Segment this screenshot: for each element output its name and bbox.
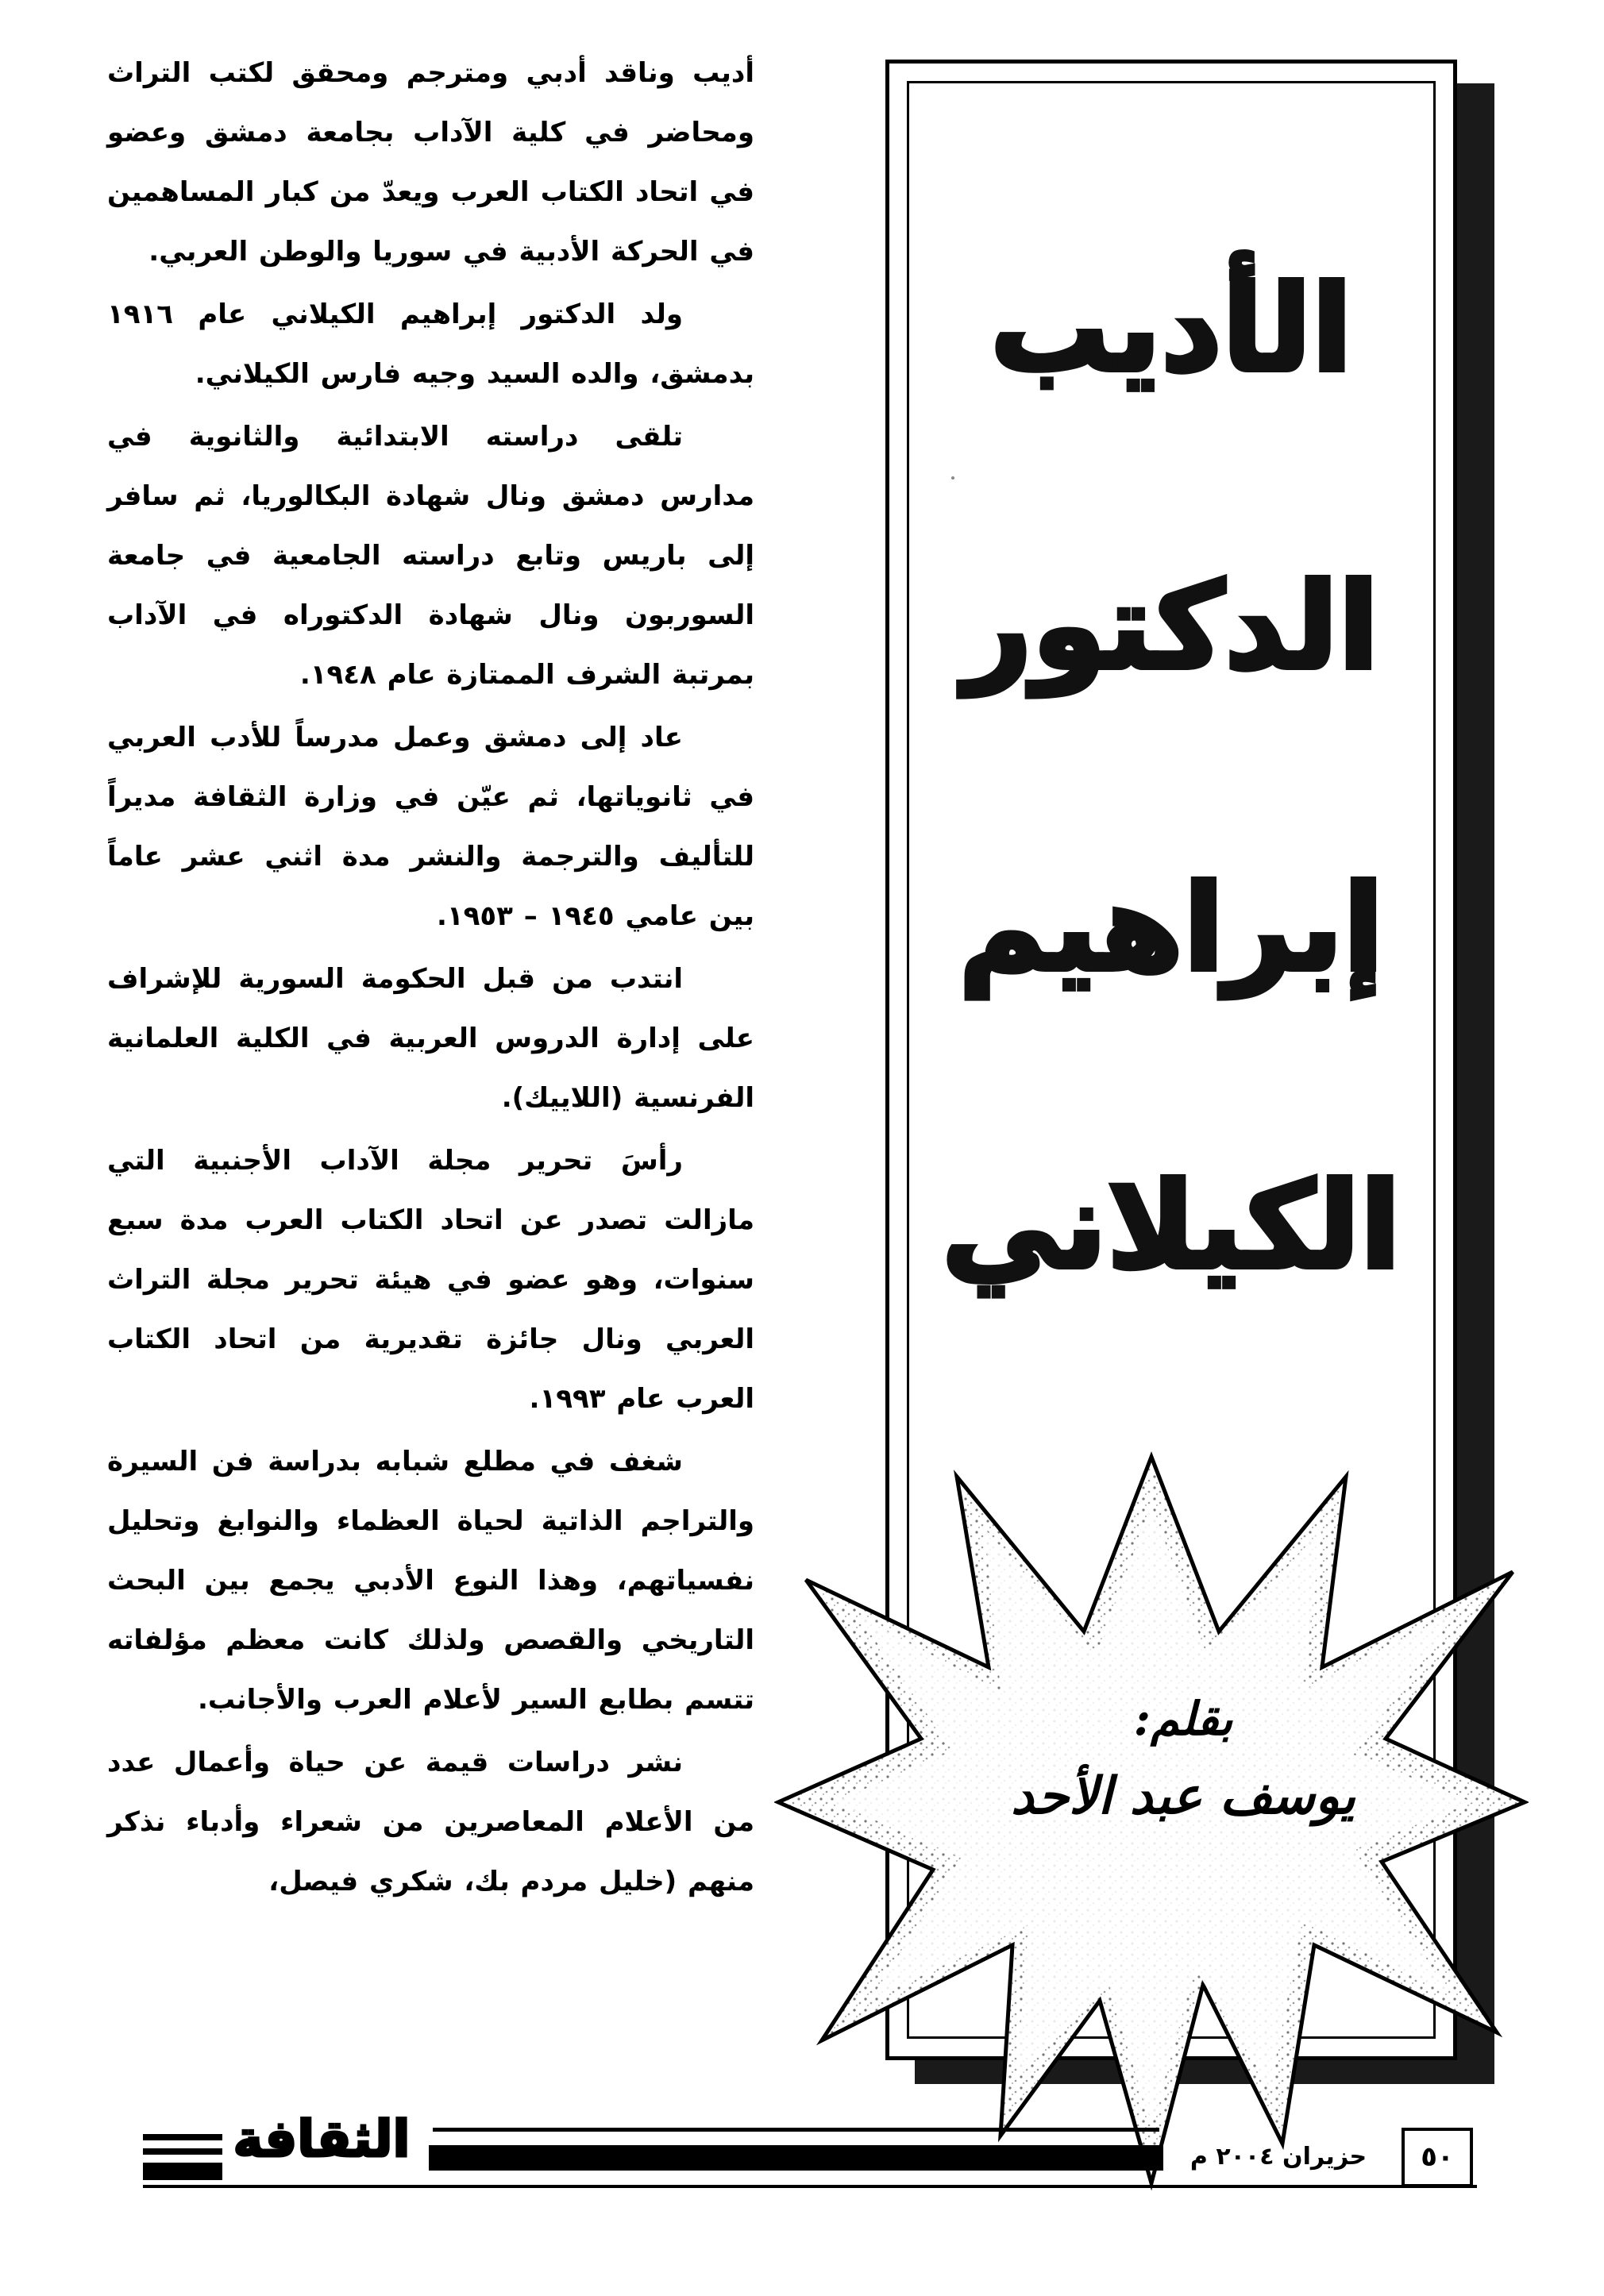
footer-rule-top: [433, 2128, 1159, 2132]
article-body: [107, 44, 754, 2084]
byline-label: بقلم:: [1133, 1692, 1233, 1746]
title-line-4: الكيلاني: [941, 1158, 1402, 1296]
paragraph-intro: أديب وناقد أدبي ومترجم ومحقق لكتب التراث ومحاضر في كلية الآداب بجامعة دمشق وعضو في اتحاد الكتاب العرب ويعدّ من كبار المساهمين في الحركة الأدبية في سوريا والوطن العربي.: [107, 57, 754, 268]
issue-date: حزيران ٢٠٠٤ م: [1190, 2143, 1367, 2171]
footer-stripe-1: [143, 2134, 222, 2140]
footer-bar: [429, 2145, 1163, 2171]
byline-author: يوسف عبد الأحد: [1011, 1766, 1355, 1826]
scan-dot: [951, 476, 954, 480]
paragraph-editorship: رأسَ تحرير مجلة الآداب الأجنبية التي مازالت تصدر عن اتحاد الكتاب العرب مدة سبع سنوات، وهو عضو في هيئة تحرير مجلة التراث العربي ونال جائزة تقديرية من اتحاد الكتاب العرب عام ١٩٩٣.: [107, 1145, 754, 1415]
magazine-logo: الثقافة: [233, 2110, 411, 2169]
page-number: ٥٠: [1402, 2128, 1473, 2187]
title-line-2: الدكتور: [963, 558, 1379, 696]
title-line-1: الأديب: [989, 260, 1353, 399]
paragraph-studies: نشر دراسات قيمة عن حياة وأعمال عدد من الأعلام المعاصرين من شعراء وأدباء نذكر منهم (خليل مردم بك، شكري فيصل،: [107, 1747, 754, 1897]
footer-stripe-2: [143, 2148, 222, 2155]
title-line-3: إبراهيم: [958, 860, 1384, 998]
paragraph-delegation: انتدب من قبل الحكومة السورية للإشراف على إدارة الدروس العربية في الكلية العلمانية الفرنسية (اللاييك).: [107, 963, 754, 1114]
paragraph-career: عاد إلى دمشق وعمل مدرساً للأدب العربي في ثانوياتها، ثم عيّن في وزارة الثقافة مديراً للتأليف والترجمة والنشر مدة اثني عشر عاماً بين عامي ١٩٤٥ – ١٩٥٣.: [107, 722, 754, 932]
paragraph-birth: ولد الدكتور إبراهيم الكيلاني عام ١٩١٦ بدمشق، والده السيد وجيه فارس الكيلاني.: [107, 299, 754, 390]
footer-rule-bottom: [143, 2185, 1477, 2188]
paragraph-education: تلقى دراسته الابتدائية والثانوية في مدارس دمشق ونال شهادة البكالوريا، ثم سافر إلى باريس وتابع دراسته الجامعية في جامعة السوربون ونال شهادة الدكتوراه في الآداب بمرتبة الشرف الممتازة عام ١٩٤٨.: [107, 421, 754, 691]
footer-stripe-3: [143, 2163, 222, 2180]
paragraph-biography-interest: شغف في مطلع شبابه بدراسة فن السيرة والتراجم الذاتية لحياة العظماء والنوابغ وتحليل نفسياتهم، وهذا النوع الأدبي يجمع بين البحث التاريخي والقصص ولذلك كانت معظم مؤلفاته تتسم بطابع السير لأعلام العرب والأجانب.: [107, 1446, 754, 1716]
